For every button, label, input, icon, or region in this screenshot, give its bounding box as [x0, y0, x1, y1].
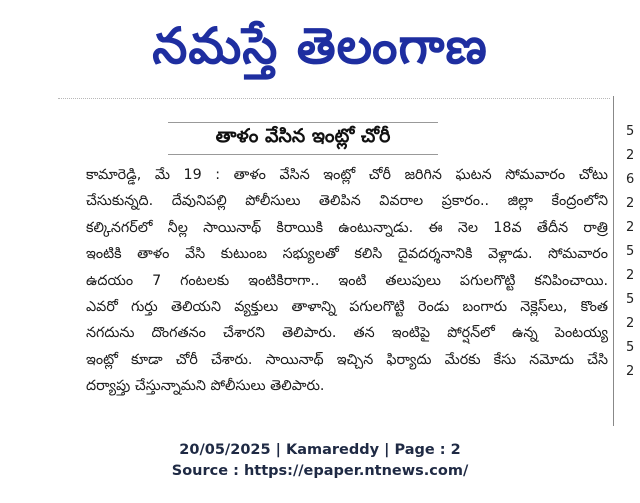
article-line: ఎవరో గుర్తు తెలియని వ్యక్తులు తాళాన్ని పగులగొట్టి రెండు బంగారు నెక్లెస్‌లు, కొంత	[86, 298, 608, 315]
edition-meta: 20/05/2025 | Kamareddy | Page : 2	[179, 442, 461, 458]
article-line: దర్యాప్తు చేస్తున్నామని పోలీసులు తెలిపారు.	[86, 378, 325, 395]
fragment-line: 5	[626, 124, 635, 139]
fragment-line: 5	[626, 292, 635, 307]
article-line: కామారెడ్డి, మే 19 : తాళం వేసిన ఇంట్లో చోరీ జరిగిన ఘటన సోమవారం చోటు	[86, 167, 608, 183]
adjacent-column-fragment	[626, 120, 640, 384]
article-body	[86, 162, 608, 400]
article-line: ఇంటికి తాళం వేసి కుటుంబ సభ్యులతో కలిసి దైవదర్శనానికి వెళ్లాడు. సోమవారం	[86, 246, 608, 263]
clipping-edge	[58, 98, 610, 107]
article-line: కల్కినగర్‌లో నీల్ల సాయినాథ్ కిరాయికి ఉంటున్నాడు. ఈ నెల 18వ తేదీన రాత్రి	[86, 219, 608, 236]
edition-footer	[0, 440, 640, 482]
fragment-line: 2	[626, 148, 635, 163]
fragment-line: 5	[626, 340, 635, 355]
masthead-title: నమస్తే తెలంగాణ	[152, 17, 488, 75]
fragment-line: 2	[626, 268, 635, 283]
fragment-line: 2	[626, 196, 635, 211]
source-link[interactable]: Source : https://epaper.ntnews.com/	[171, 463, 469, 479]
fragment-line: 2	[626, 316, 635, 331]
article-headline: తాళం వేసిన ఇంట్లో చోరీ	[215, 124, 391, 147]
article-line: ఉదయం 7 గంటలకు ఇంటికిరాగా.. ఇంటి తలుపులు పగులగొట్టి కనిపించాయి.	[86, 272, 608, 289]
article-line: చేసుకున్నది. దేవునిపల్లి పోలీసులు తెలిపిన వివరాల ప్రకారం.. జిల్లా కేంద్రంలోని	[86, 193, 608, 210]
headline-rule-bottom	[168, 154, 438, 155]
column-divider	[613, 96, 614, 426]
fragment-line: 2	[626, 364, 635, 379]
article-line: ఇంట్లో కూడా చోరీ చేశారు. సాయినాథ్ ఇచ్చిన ఫిర్యాదు మేరకు కేసు నమోదు చేసి	[86, 351, 608, 368]
fragment-line: 6	[626, 172, 635, 187]
article-line: నగదును దొంగతనం చేశారని తెలిపారు. తన ఇంటిపై పోర్షన్‌లో ఉన్న పెంటయ్య	[86, 325, 608, 342]
fragment-line: 5	[626, 244, 635, 259]
newspaper-masthead	[0, 0, 640, 92]
fragment-line: 2	[626, 220, 635, 235]
